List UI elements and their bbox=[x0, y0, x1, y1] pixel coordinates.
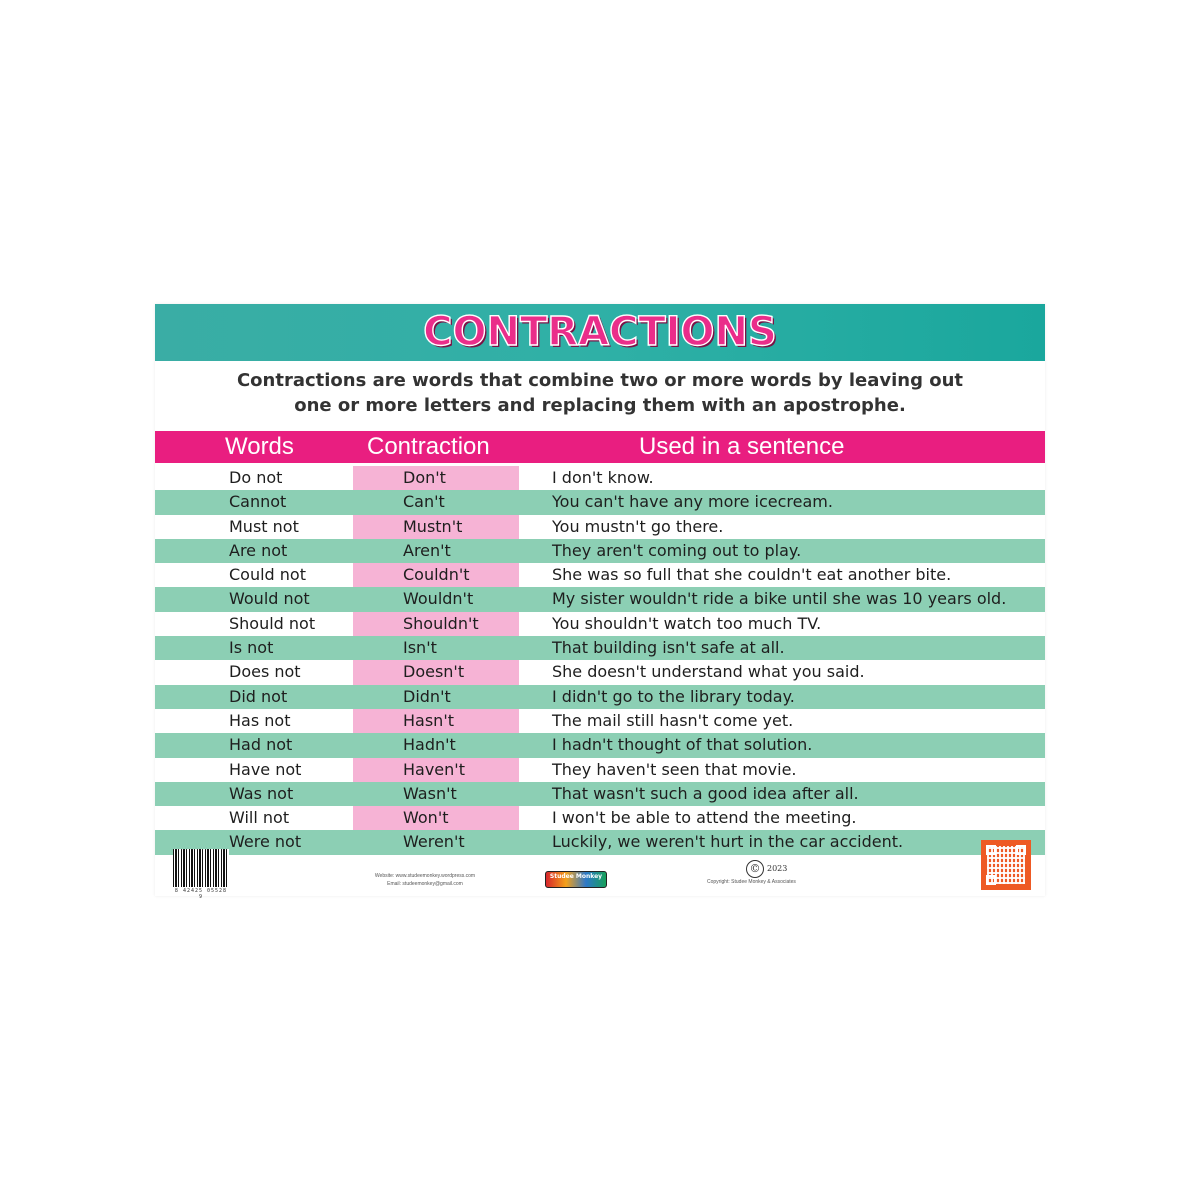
word-cell: Are not bbox=[229, 540, 288, 560]
table-row bbox=[155, 709, 1045, 733]
sentence-cell: They aren't coming out to play. bbox=[552, 540, 802, 560]
contraction-cell: Weren't bbox=[403, 832, 465, 852]
sentence-cell: You mustn't go there. bbox=[552, 516, 724, 536]
sentence-cell: She doesn't understand what you said. bbox=[552, 662, 865, 682]
word-cell: Should not bbox=[229, 613, 316, 633]
sentence-cell: That wasn't such a good idea after all. bbox=[552, 783, 859, 803]
contact-info bbox=[360, 872, 490, 888]
header-words: Words bbox=[225, 433, 294, 460]
sentence-cell: The mail still hasn't come yet. bbox=[552, 710, 794, 730]
title-band bbox=[155, 304, 1045, 361]
table-row bbox=[155, 466, 1045, 490]
word-cell: Were not bbox=[229, 832, 302, 852]
table-row bbox=[155, 830, 1045, 854]
sentence-cell: They haven't seen that movie. bbox=[552, 759, 797, 779]
contraction-cell: Didn't bbox=[403, 686, 451, 706]
table-row bbox=[155, 782, 1045, 806]
logo-text: Studee Monkey bbox=[549, 873, 603, 880]
email-text: Email: studeemonkey@gmail.com bbox=[387, 881, 463, 887]
sentence-cell: I won't be able to attend the meeting. bbox=[552, 808, 857, 828]
table-row bbox=[155, 733, 1045, 757]
sentence-cell: I don't know. bbox=[552, 468, 654, 487]
sentence-cell: You shouldn't watch too much TV. bbox=[552, 613, 822, 633]
table-row bbox=[155, 806, 1045, 830]
word-cell: Does not bbox=[229, 662, 301, 682]
word-cell: Was not bbox=[229, 783, 294, 803]
contraction-cell: Hasn't bbox=[403, 710, 454, 730]
contraction-cell: Aren't bbox=[403, 540, 451, 560]
word-cell: Will not bbox=[229, 808, 290, 828]
table-row bbox=[155, 636, 1045, 660]
contraction-cell: Mustn't bbox=[403, 516, 463, 536]
sentence-cell: I hadn't thought of that solution. bbox=[552, 735, 813, 755]
table-row bbox=[155, 539, 1045, 563]
contraction-cell: Wouldn't bbox=[403, 589, 474, 609]
word-cell: Must not bbox=[229, 516, 299, 536]
word-cell: Has not bbox=[229, 710, 291, 730]
word-cell: Do not bbox=[229, 468, 283, 487]
word-cell: Have not bbox=[229, 759, 302, 779]
poster-title: CONTRACTIONS bbox=[423, 309, 777, 355]
table-row bbox=[155, 660, 1045, 684]
sentence-cell: My sister wouldn't ride a bike until she was 10 years old. bbox=[552, 589, 1007, 609]
table-row bbox=[155, 685, 1045, 709]
table-row bbox=[155, 587, 1045, 611]
contraction-cell: Hadn't bbox=[403, 735, 456, 755]
qr-code-icon bbox=[981, 840, 1031, 890]
table-header bbox=[155, 431, 1045, 463]
word-cell: Is not bbox=[229, 638, 274, 658]
word-cell: Did not bbox=[229, 686, 288, 706]
contraction-cell: Won't bbox=[403, 808, 449, 828]
header-sentence: Used in a sentence bbox=[639, 433, 845, 460]
copyright-year: 2023 bbox=[767, 864, 788, 873]
word-cell: Had not bbox=[229, 735, 293, 755]
header-contraction: Contraction bbox=[367, 433, 490, 460]
contractions-table bbox=[155, 466, 1045, 855]
word-cell: Could not bbox=[229, 565, 306, 585]
poster-footer bbox=[155, 854, 1045, 900]
word-cell: Cannot bbox=[229, 492, 287, 512]
studee-monkey-logo bbox=[545, 871, 607, 888]
table-row bbox=[155, 612, 1045, 636]
contraction-cell: Couldn't bbox=[403, 565, 470, 585]
intro-text: Contractions are words that combine two or more words by leaving out one or more letters and replacing them with an apostrophe. bbox=[236, 370, 964, 416]
barcode bbox=[173, 849, 229, 887]
word-cell: Would not bbox=[229, 589, 310, 609]
website-text: Website: www.studeemonkey.wordpress.com bbox=[374, 873, 476, 879]
copyright-text: Copyright: Studee Monkey & Associates bbox=[707, 879, 796, 885]
sentence-cell: I didn't go to the library today. bbox=[552, 686, 795, 706]
table-row bbox=[155, 515, 1045, 539]
qr-finder bbox=[1016, 845, 1026, 855]
barcode-number: 8 42425 05528 9 bbox=[174, 888, 228, 900]
sentence-cell: Luckily, we weren't hurt in the car accident. bbox=[552, 832, 904, 852]
contraction-cell: Haven't bbox=[403, 759, 465, 779]
contraction-cell: Isn't bbox=[403, 638, 437, 658]
contraction-cell: Doesn't bbox=[403, 662, 465, 682]
contraction-cell: Shouldn't bbox=[403, 613, 479, 633]
contraction-cell: Wasn't bbox=[403, 783, 457, 803]
sentence-cell: That building isn't safe at all. bbox=[552, 638, 785, 658]
contractions-poster bbox=[155, 304, 1045, 900]
table-row bbox=[155, 563, 1045, 587]
table-row bbox=[155, 758, 1045, 782]
copyright-icon: © bbox=[746, 860, 764, 878]
contraction-cell: Don't bbox=[403, 468, 446, 487]
qr-finder bbox=[986, 845, 996, 855]
sentence-cell: She was so full that she couldn't eat another bite. bbox=[552, 565, 952, 585]
table-row bbox=[155, 490, 1045, 514]
qr-finder bbox=[986, 875, 996, 885]
contraction-cell: Can't bbox=[403, 492, 445, 512]
sentence-cell: You can't have any more icecream. bbox=[552, 492, 833, 512]
